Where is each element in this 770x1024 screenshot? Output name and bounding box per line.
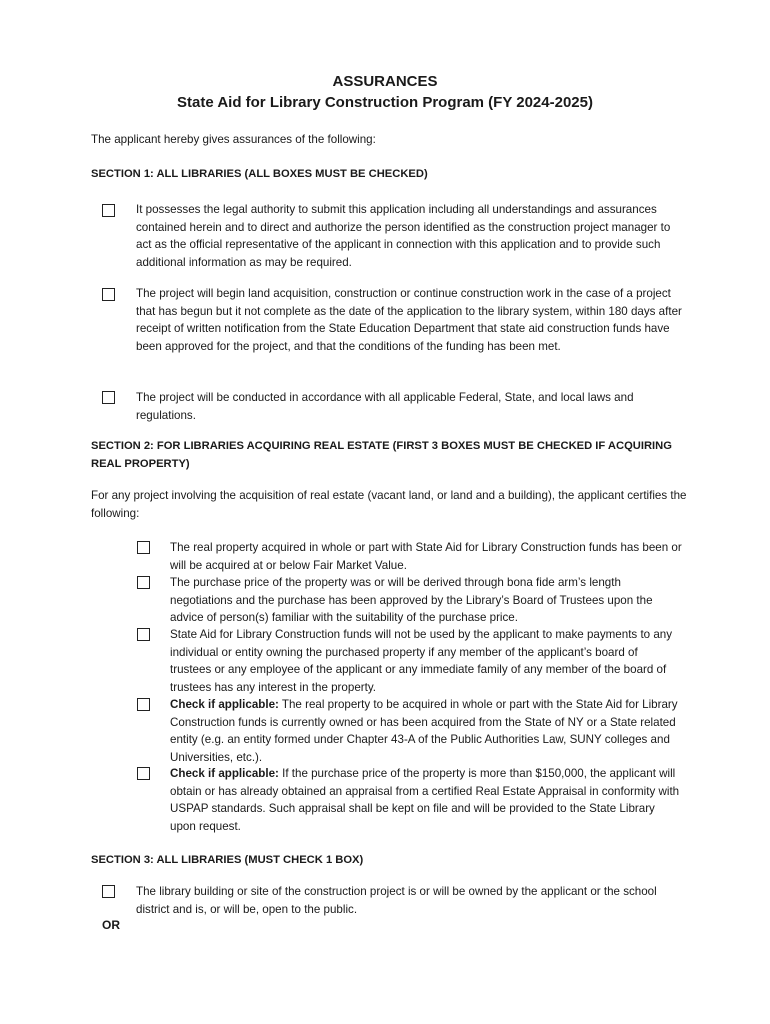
section-2-checkbox-1[interactable]: [137, 541, 150, 554]
section-2-item-4: [170, 696, 682, 766]
section-3-item-1: The library building or site of the construction project is or will be owned by the applicant or the school district and is, or will be, open to the public.: [136, 885, 657, 916]
section-2-item-3: [170, 626, 682, 696]
document-title: ASSURANCES: [332, 73, 438, 90]
section-3-checkbox-1[interactable]: [102, 885, 115, 898]
section-1-checkbox-1[interactable]: [102, 204, 115, 217]
section-2-item-2: [170, 574, 682, 627]
section-2-item-5-text: If the purchase price of the property is more than $150,000, the applicant will obtain or has already obtained an appraisal from a certified Real Estate Appraisal in conformity with USPAP standards. Such appraisal shall be kept on file and will be provided to the State Library upon request.: [170, 767, 680, 833]
section-2-item-5-prefix: Check if applicable:: [170, 767, 279, 780]
section-1-checkbox-2[interactable]: [102, 288, 115, 301]
intro-text: The applicant hereby gives assurances of the following:: [91, 133, 376, 146]
section-2-checkbox-4[interactable]: [137, 698, 150, 711]
section-2-checkbox-2[interactable]: [137, 576, 150, 589]
section-2-item-5: [170, 765, 682, 835]
section-2-item-4-prefix: Check if applicable:: [170, 698, 279, 711]
section-1-item-3: The project will be conducted in accordance with all applicable Federal, State, and local laws and regulations.: [136, 391, 634, 422]
section-2-checkbox-3[interactable]: [137, 628, 150, 641]
section-2-item-4-text: The real property to be acquired in whole or part with the State Aid for Library Construction funds is currently owned or has been acquired from the State of NY or a State related entity (e.g. an entity formed under Chapter 43-A of the Public Authorities Law, SUNY colleges and Universities, etc.).: [170, 698, 678, 764]
section-1-item-1: It possesses the legal authority to submit this application including all understandings and assurances contained herein and to direct and authorize the person identified as the construction project manager to act as the official representative of the applicant in connection with this application and to provide such additional information as may be required.: [136, 203, 671, 269]
section-2-item-3-text: State Aid for Library Construction funds will not be used by the applicant to make payments to any individual or entity owning the purchased property if any member of the applicant’s board of trustees or any employee of the applicant or any immediate family of any member of the board of trustees has any interest in the property.: [170, 628, 673, 694]
section-2-intro: For any project involving the acquisition of real estate (vacant land, or land and a building), the applicant certifies the following:: [91, 489, 687, 520]
section-1-checkbox-3[interactable]: [102, 391, 115, 404]
section-2-item-1: [170, 539, 682, 574]
document-subtitle: State Aid for Library Construction Program (FY 2024-2025): [177, 94, 593, 111]
section-2-item-1-text: The real property acquired in whole or part with State Aid for Library Construction funds has been or will be acquired at or below Fair Market Value.: [170, 541, 682, 572]
section-2-checkbox-5[interactable]: [137, 767, 150, 780]
section-1-heading: SECTION 1: ALL LIBRARIES (ALL BOXES MUST BE CHECKED): [91, 168, 428, 180]
section-2-item-2-text: The purchase price of the property was or will be derived through bona fide arm’s length negotiations and the purchase has been approved by the Library’s Board of Trustees upon the advice of person(s) familiar with the suitability of the purchase price.: [170, 576, 653, 624]
section-1-item-2: The project will begin land acquisition, construction or continue construction work in the case of a project that has begun but it not complete as the date of the application to the library system, within 180 days after receipt of written notification from the State Education Department that state aid construction funds have been approved for the project, and that the conditions of the funding has been met.: [136, 287, 682, 353]
section-2-heading: SECTION 2: FOR LIBRARIES ACQUIRING REAL ESTATE (FIRST 3 BOXES MUST BE CHECKED IF ACQUIRING REAL PROPERTY): [91, 440, 672, 470]
or-label: OR: [102, 918, 120, 932]
section-3-heading: SECTION 3: ALL LIBRARIES (MUST CHECK 1 BOX): [91, 854, 364, 866]
